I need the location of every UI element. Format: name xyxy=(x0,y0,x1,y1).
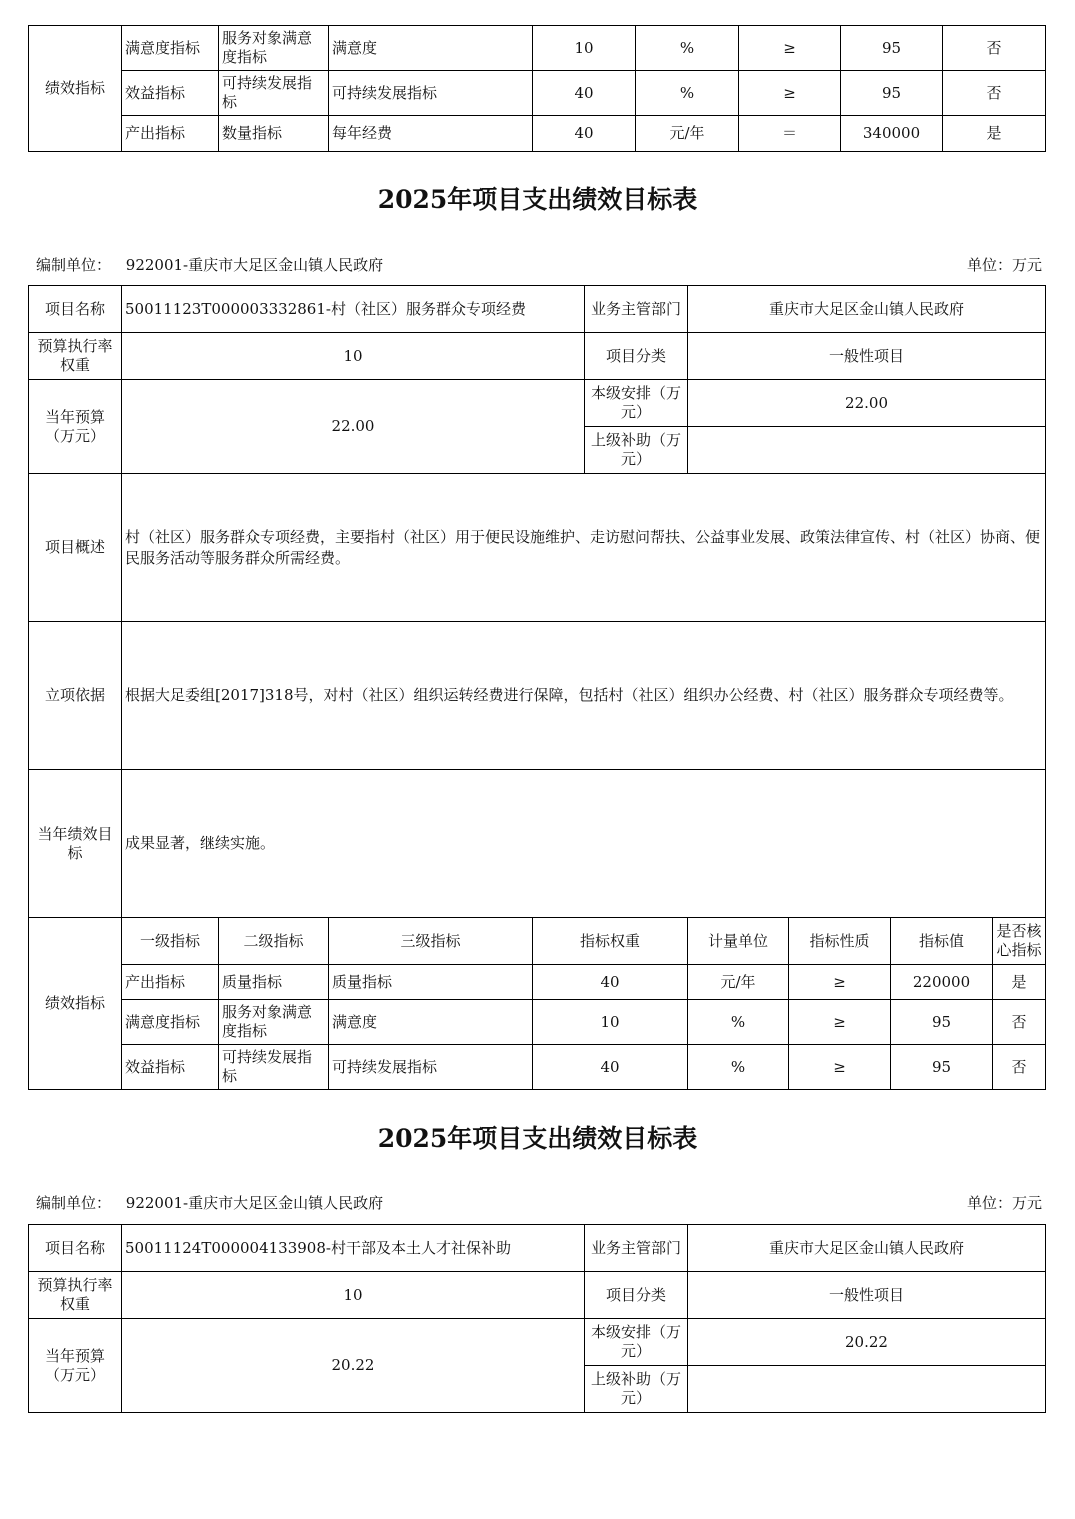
weight-cell: 40 xyxy=(533,1045,688,1090)
level2-cell: 服务对象满意度指标 xyxy=(219,26,329,71)
header-core: 是否核心指标 xyxy=(993,918,1046,965)
perf-indicator-label: 绩效指标 xyxy=(29,26,122,152)
section3-table xyxy=(28,1224,1046,1413)
header-unit: 计量单位 xyxy=(688,918,789,965)
unit-cell: % xyxy=(688,1045,789,1090)
budget-value: 20.22 xyxy=(122,1319,585,1413)
section3-org-row xyxy=(36,1192,1042,1213)
section2-org-row xyxy=(36,254,1042,275)
level1-cell: 满意度指标 xyxy=(122,26,219,71)
header-level2: 二级指标 xyxy=(219,918,329,965)
level1-cell: 产出指标 xyxy=(122,116,219,152)
local-label: 本级安排（万元） xyxy=(585,1319,688,1366)
level1-cell: 产出指标 xyxy=(122,965,219,1000)
unit-cell: % xyxy=(636,71,739,116)
value-cell: 95 xyxy=(891,1045,993,1090)
core-cell: 是 xyxy=(943,116,1046,152)
upper-value xyxy=(688,427,1046,474)
weight-cell: 40 xyxy=(533,116,636,152)
level2-cell: 质量指标 xyxy=(219,965,329,1000)
section2-title: 2025年项目支出绩效目标表 xyxy=(377,185,698,214)
level3-cell: 可持续发展指标 xyxy=(329,1045,533,1090)
section2-table xyxy=(28,285,1046,1090)
perf-indicator-label: 绩效指标 xyxy=(29,918,122,1090)
section3-title: 2025年项目支出绩效目标表 xyxy=(377,1124,698,1153)
level1-cell: 满意度指标 xyxy=(122,1000,219,1045)
budget-value: 22.00 xyxy=(122,380,585,474)
local-value: 20.22 xyxy=(688,1319,1046,1366)
dept-label: 业务主管部门 xyxy=(585,1225,688,1272)
weight-cell: 10 xyxy=(533,1000,688,1045)
project-name-value: 50011123T000003332861-村（社区）服务群众专项经费 xyxy=(122,286,585,333)
category-value: 一般性项目 xyxy=(688,1272,1046,1319)
basis-text: 根据大足委组[2017]318号，对村（社区）组织运转经费进行保障，包括村（社区）组织办公经费、村（社区）服务群众专项经费等。 xyxy=(122,622,1046,770)
level1-cell: 效益指标 xyxy=(122,1045,219,1090)
org-value: 922001-重庆市大足区金山镇人民政府 xyxy=(125,1194,384,1212)
exec-weight-label: 预算执行率权重 xyxy=(29,1272,122,1319)
project-name-label: 项目名称 xyxy=(29,1225,122,1272)
value-cell: 340000 xyxy=(841,116,943,152)
overview-text: 村（社区）服务群众专项经费，主要指村（社区）用于便民设施维护、走访慰问帮扶、公益事业发展、政策法律宣传、村（社区）协商、便民服务活动等服务群众所需经费。 xyxy=(122,474,1046,622)
upper-value xyxy=(688,1366,1046,1413)
upper-label: 上级补助（万元） xyxy=(585,1366,688,1413)
dept-label: 业务主管部门 xyxy=(585,286,688,333)
basis-label: 立项依据 xyxy=(29,622,122,770)
unit-cell: 元/年 xyxy=(688,965,789,1000)
org-label: 编制单位： xyxy=(36,256,112,274)
header-weight: 指标权重 xyxy=(533,918,688,965)
overview-label: 项目概述 xyxy=(29,474,122,622)
unit-cell: 元/年 xyxy=(636,116,739,152)
level2-cell: 数量指标 xyxy=(219,116,329,152)
core-cell: 是 xyxy=(993,965,1046,1000)
dept-value: 重庆市大足区金山镇人民政府 xyxy=(688,1225,1046,1272)
category-value: 一般性项目 xyxy=(688,333,1046,380)
top-perf-table xyxy=(28,25,1046,152)
org-value: 922001-重庆市大足区金山镇人民政府 xyxy=(125,256,384,274)
value-cell: 95 xyxy=(841,26,943,71)
exec-weight-value: 10 xyxy=(122,333,585,380)
header-value: 指标值 xyxy=(891,918,993,965)
org-label: 编制单位： xyxy=(36,1194,112,1212)
level3-cell: 质量指标 xyxy=(329,965,533,1000)
local-value: 22.00 xyxy=(688,380,1046,427)
level2-cell: 可持续发展指标 xyxy=(219,1045,329,1090)
goal-text: 成果显著，继续实施。 xyxy=(122,770,1046,918)
nature-cell: ≥ xyxy=(739,26,841,71)
local-label: 本级安排（万元） xyxy=(585,380,688,427)
unit-cell: % xyxy=(636,26,739,71)
project-name-value: 50011124T000004133908-村干部及本土人才社保补助 xyxy=(122,1225,585,1272)
core-cell: 否 xyxy=(943,71,1046,116)
core-cell: 否 xyxy=(943,26,1046,71)
nature-cell: ≥ xyxy=(789,965,891,1000)
category-label: 项目分类 xyxy=(585,333,688,380)
header-level1: 一级指标 xyxy=(122,918,219,965)
level3-cell: 可持续发展指标 xyxy=(329,71,533,116)
dept-value: 重庆市大足区金山镇人民政府 xyxy=(688,286,1046,333)
weight-cell: 10 xyxy=(533,26,636,71)
unit-label: 单位：万元 xyxy=(966,256,1042,274)
value-cell: 220000 xyxy=(891,965,993,1000)
weight-cell: 40 xyxy=(533,71,636,116)
unit-label: 单位：万元 xyxy=(966,1194,1042,1212)
value-cell: 95 xyxy=(891,1000,993,1045)
upper-label: 上级补助（万元） xyxy=(585,427,688,474)
budget-label: 当年预算（万元） xyxy=(29,1319,122,1413)
exec-weight-value: 10 xyxy=(122,1272,585,1319)
exec-weight-label: 预算执行率权重 xyxy=(29,333,122,380)
header-level3: 三级指标 xyxy=(329,918,533,965)
goal-label: 当年绩效目标 xyxy=(29,770,122,918)
level1-cell: 效益指标 xyxy=(122,71,219,116)
unit-cell: % xyxy=(688,1000,789,1045)
budget-label: 当年预算（万元） xyxy=(29,380,122,474)
core-cell: 否 xyxy=(993,1045,1046,1090)
nature-cell: ＝ xyxy=(739,116,841,152)
level3-cell: 每年经费 xyxy=(329,116,533,152)
level3-cell: 满意度 xyxy=(329,1000,533,1045)
category-label: 项目分类 xyxy=(585,1272,688,1319)
header-nature: 指标性质 xyxy=(789,918,891,965)
nature-cell: ≥ xyxy=(739,71,841,116)
nature-cell: ≥ xyxy=(789,1045,891,1090)
level2-cell: 服务对象满意度指标 xyxy=(219,1000,329,1045)
level2-cell: 可持续发展指标 xyxy=(219,71,329,116)
level3-cell: 满意度 xyxy=(329,26,533,71)
project-name-label: 项目名称 xyxy=(29,286,122,333)
weight-cell: 40 xyxy=(533,965,688,1000)
core-cell: 否 xyxy=(993,1000,1046,1045)
value-cell: 95 xyxy=(841,71,943,116)
nature-cell: ≥ xyxy=(789,1000,891,1045)
